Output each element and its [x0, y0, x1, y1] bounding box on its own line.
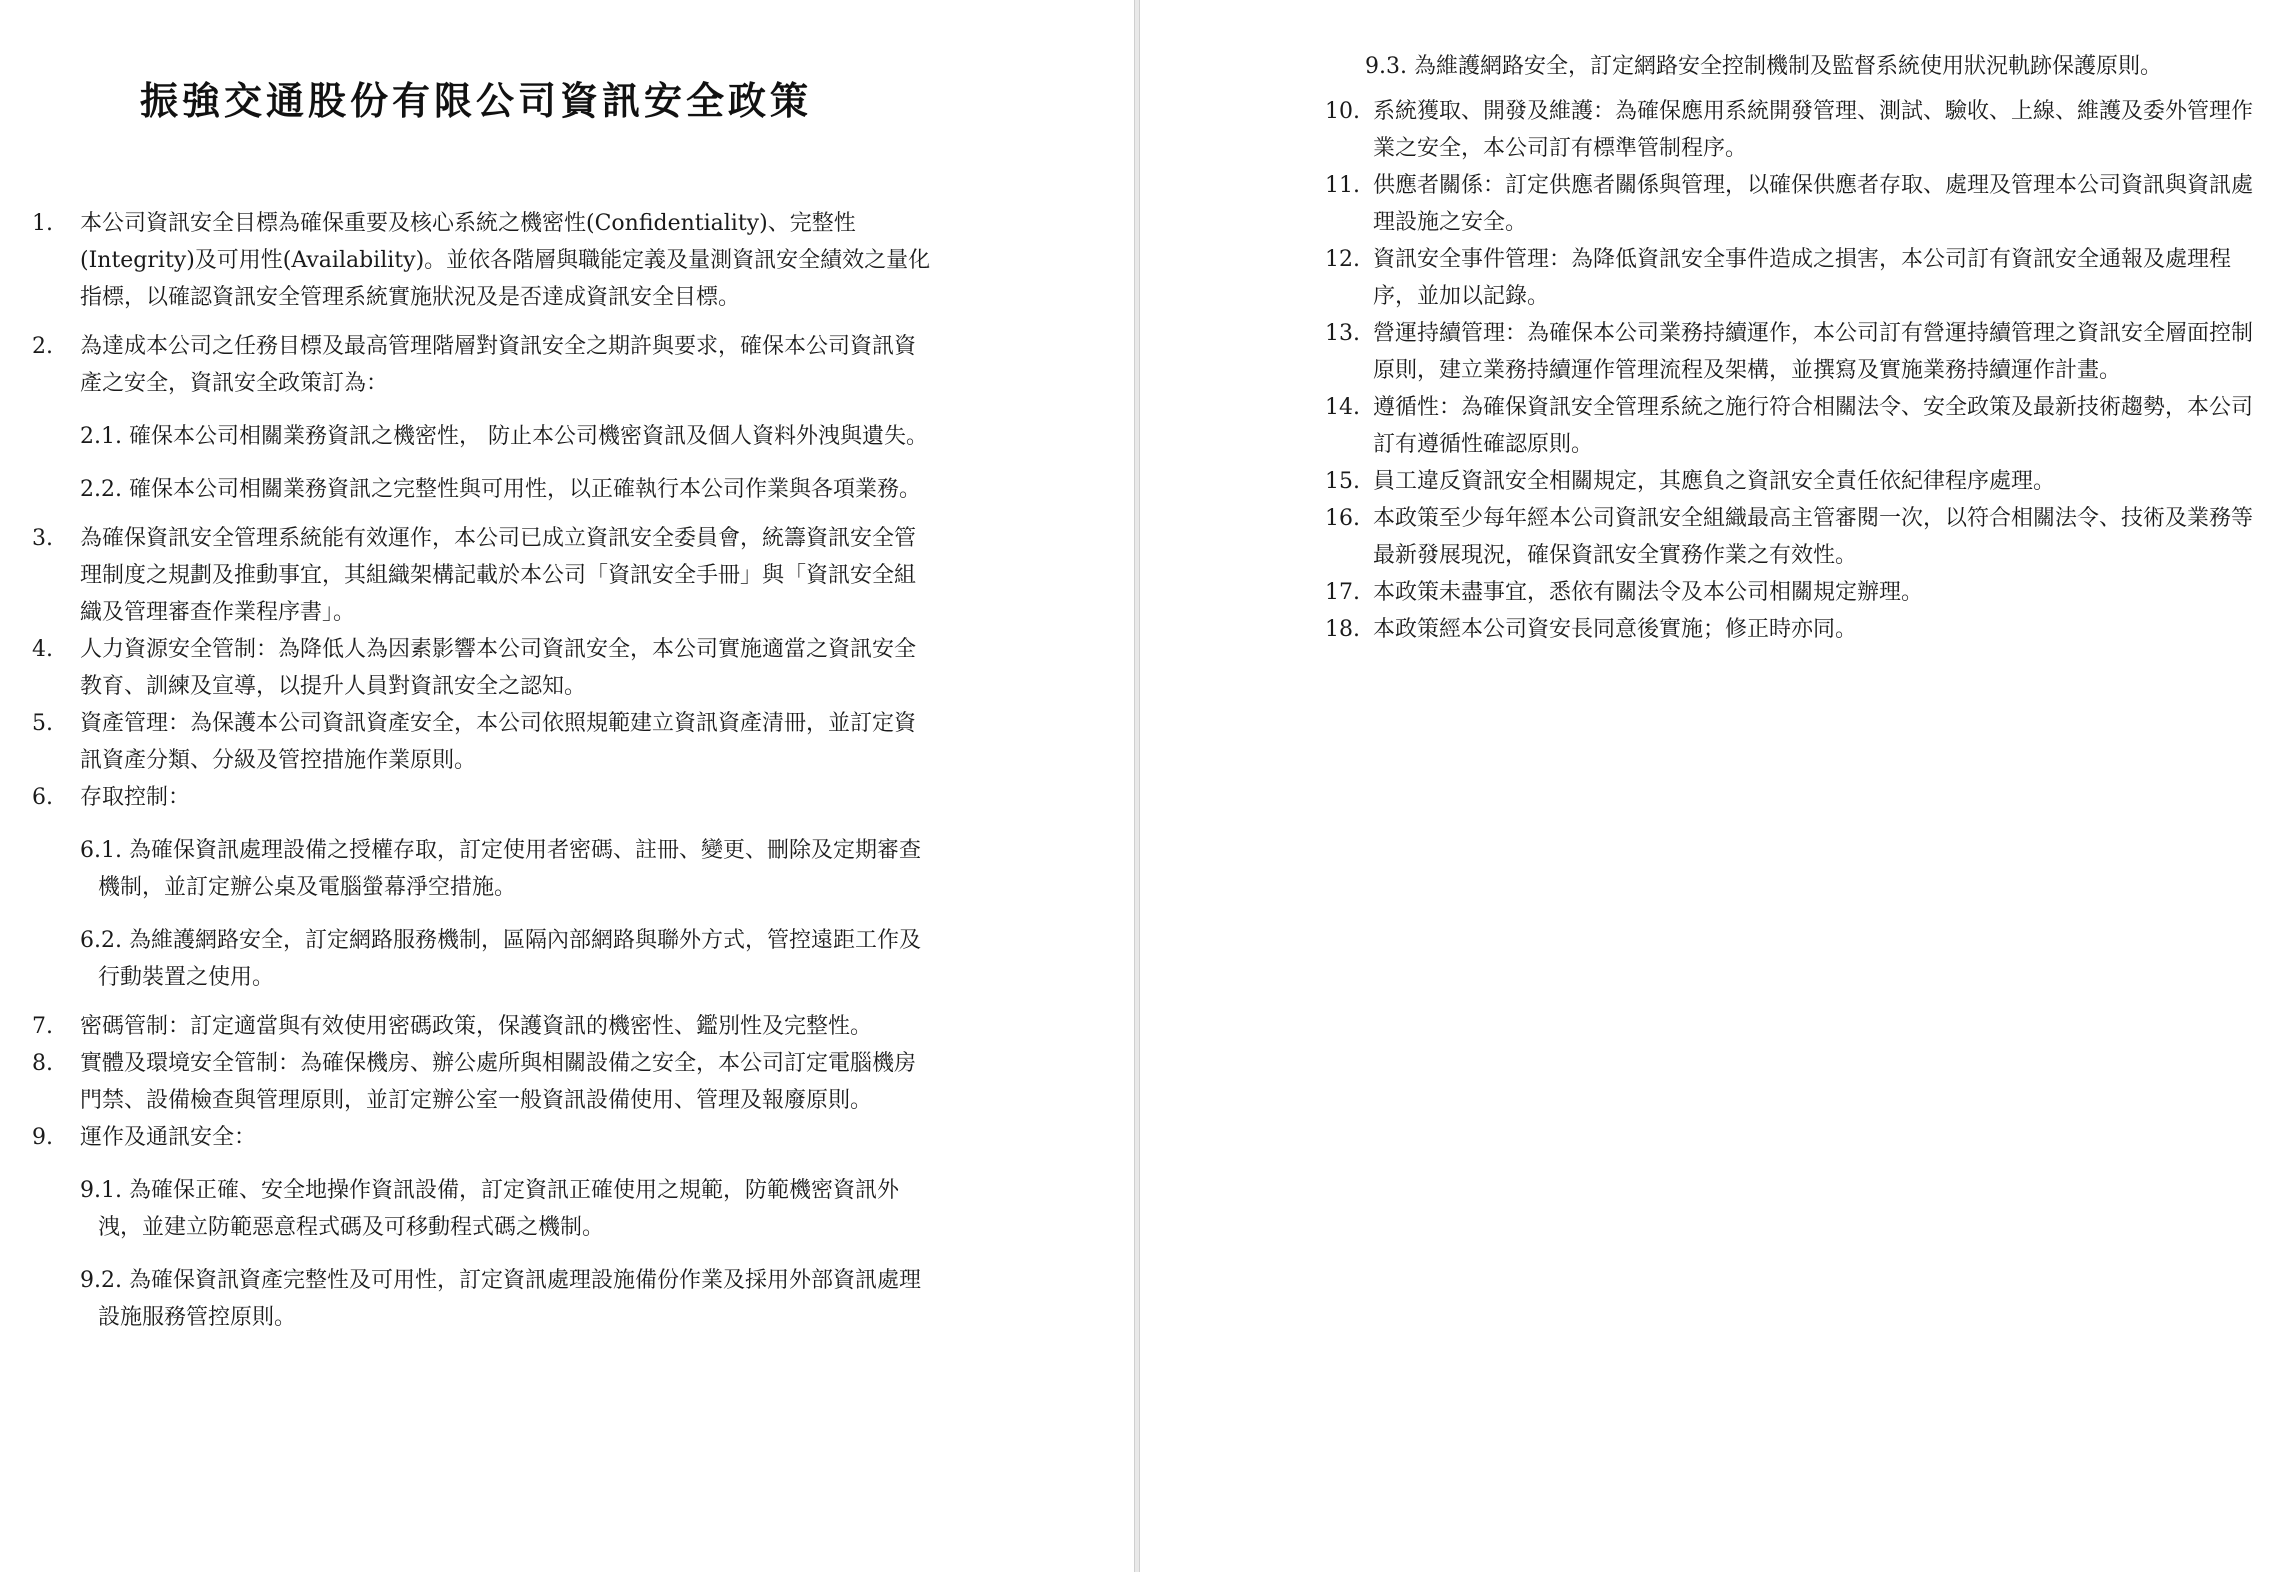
policy-item-15 [1325, 463, 2255, 500]
document-page-left [0, 0, 1134, 1572]
item-text: 為確保資訊安全管理系統能有效運作，本公司已成立資訊安全委員會，統籌資訊安全管理制度之規劃及推動事宜，其組織架構記載於本公司「資訊安全手冊」與「資訊安全組織及管理審查作業程序書」。 [80, 526, 917, 625]
item-text: 資產管理：為保護本公司資訊資產安全，本公司依照規範建立資訊資產清冊，並訂定資訊資產分類、分級及管控措施作業原則。 [80, 711, 917, 773]
policy-item-2 [32, 328, 937, 402]
item-number: 13. [1325, 321, 1360, 346]
subitem-text: 9.1. 為確保正確、安全地操作資訊設備，訂定資訊正確使用之規範，防範機密資訊外洩，並建立防範惡意程式碼及可移動程式碼之機制。 [80, 1178, 899, 1240]
policy-subitem-6-2 [32, 922, 937, 996]
subitem-text: 6.2. 為維護網路安全，訂定網路服務機制，區隔內部網路與聯外方式，管控遠距工作及行動裝置之使用。 [80, 928, 921, 990]
item-text: 遵循性：為確保資訊安全管理系統之施行符合相關法令、安全政策及最新技術趨勢，本公司訂有遵循性確認原則。 [1373, 395, 2254, 457]
item-number: 15. [1325, 469, 1360, 494]
subitem-text: 9.2. 為確保資訊資產完整性及可用性，訂定資訊處理設施備份作業及採用外部資訊處理設施服務管控原則。 [80, 1268, 921, 1330]
item-text: 存取控制： [80, 785, 191, 810]
item-text: 人力資源安全管制：為降低人為因素影響本公司資訊安全，本公司實施適當之資訊安全教育、訓練及宣導，以提升人員對資訊安全之認知。 [80, 637, 917, 699]
document-page-right [1140, 0, 2282, 1572]
item-text: 系統獲取、開發及維護：為確保應用系統開發管理、測試、驗收、上線、維護及委外管理作業之安全，本公司訂有標準管制程序。 [1373, 99, 2254, 161]
policy-item-12 [1325, 241, 2255, 315]
item-number: 16. [1325, 506, 1360, 531]
item-number: 12. [1325, 247, 1360, 272]
item-number: 4. [32, 637, 53, 662]
policy-item-8 [32, 1045, 937, 1119]
policy-list-left [32, 205, 937, 1336]
policy-item-9 [32, 1119, 937, 1156]
item-number: 18. [1325, 617, 1360, 642]
policy-item-17 [1325, 574, 2255, 611]
item-text: 實體及環境安全管制：為確保機房、辦公處所與相關設備之安全，本公司訂定電腦機房門禁、設備檢查與管理原則，並訂定辦公室一般資訊設備使用、管理及報廢原則。 [80, 1051, 917, 1113]
policy-item-6 [32, 779, 937, 816]
policy-item-3 [32, 520, 937, 631]
policy-item-1 [32, 205, 937, 316]
item-number: 5. [32, 711, 53, 736]
policy-item-14 [1325, 389, 2255, 463]
policy-item-18 [1325, 611, 2255, 648]
policy-item-11 [1325, 167, 2255, 241]
item-text: 本政策經本公司資安長同意後實施；修正時亦同。 [1373, 617, 1858, 642]
item-number: 2. [32, 334, 53, 359]
policy-list-right [1325, 48, 2255, 648]
item-text: 供應者關係：訂定供應者關係與管理，以確保供應者存取、處理及管理本公司資訊與資訊處理設施之安全。 [1373, 173, 2254, 235]
item-number: 11. [1325, 173, 1360, 198]
policy-item-7 [32, 1008, 937, 1045]
item-text: 員工違反資訊安全相關規定，其應負之資訊安全責任依紀律程序處理。 [1373, 469, 2056, 494]
policy-item-10 [1325, 93, 2255, 167]
item-number: 14. [1325, 395, 1360, 420]
subitem-text: 2.1. 確保本公司相關業務資訊之機密性， 防止本公司機密資訊及個人資料外洩與遺失。 [80, 424, 928, 449]
policy-subitem-9-3: 9.3. 為維護網路安全，訂定網路安全控制機制及監督系統使用狀況軌跡保護原則。 [1365, 54, 2162, 79]
item-number: 9. [32, 1125, 53, 1150]
item-text: 本公司資訊安全目標為確保重要及核心系統之機密性(Confidentiality)、完整性 (Integrity)及可用性(Availability)。並依各階層與職能定義及量測資訊安全績效之量化指標，以確認資訊安全管理系統實施狀況及是否達成資訊安全目標。 [80, 211, 931, 310]
policy-subitem-2-2 [32, 471, 937, 508]
subitem-text: 6.1. 為確保資訊處理設備之授權存取，訂定使用者密碼、註冊、變更、刪除及定期審查機制，並訂定辦公桌及電腦螢幕淨空措施。 [80, 838, 921, 900]
policy-subitem-2-1 [32, 418, 937, 455]
item-text: 營運持續管理：為確保本公司業務持續運作，本公司訂有營運持續管理之資訊安全層面控制原則，建立業務持續運作管理流程及架構，並撰寫及實施業務持續運作計畫。 [1373, 321, 2254, 383]
policy-subitem-6-1 [32, 832, 937, 906]
item-text: 為達成本公司之任務目標及最高管理階層對資訊安全之期許與要求，確保本公司資訊資產之安全，資訊安全政策訂為： [80, 334, 917, 396]
policy-subitem-9-1 [32, 1172, 937, 1246]
item-number: 3. [32, 526, 53, 551]
item-text: 密碼管制：訂定適當與有效使用密碼政策，保護資訊的機密性、鑑別性及完整性。 [80, 1014, 873, 1039]
item-number: 6. [32, 785, 53, 810]
item-text: 本政策未盡事宜，悉依有關法令及本公司相關規定辦理。 [1373, 580, 1924, 605]
policy-item-5 [32, 705, 937, 779]
document-title: 振強交通股份有限公司資訊安全政策 [140, 78, 813, 123]
policy-item-4 [32, 631, 937, 705]
policy-item-16 [1325, 500, 2255, 574]
item-number: 8. [32, 1051, 53, 1076]
policy-subitem-9-2 [32, 1262, 937, 1336]
item-number: 17. [1325, 580, 1360, 605]
item-number: 7. [32, 1014, 53, 1039]
policy-item-13 [1325, 315, 2255, 389]
item-text: 資訊安全事件管理：為降低資訊安全事件造成之損害，本公司訂有資訊安全通報及處理程序，並加以記錄。 [1373, 247, 2232, 309]
item-number: 1. [32, 211, 53, 236]
item-number: 10. [1325, 99, 1360, 124]
subitem-text: 2.2. 確保本公司相關業務資訊之完整性與可用性，以正確執行本公司作業與各項業務。 [80, 477, 921, 502]
item-text: 運作及通訊安全： [80, 1125, 257, 1150]
item-text: 本政策至少每年經本公司資訊安全組織最高主管審閱一次，以符合相關法令、技術及業務等最新發展現況，確保資訊安全實務作業之有效性。 [1373, 506, 2254, 568]
